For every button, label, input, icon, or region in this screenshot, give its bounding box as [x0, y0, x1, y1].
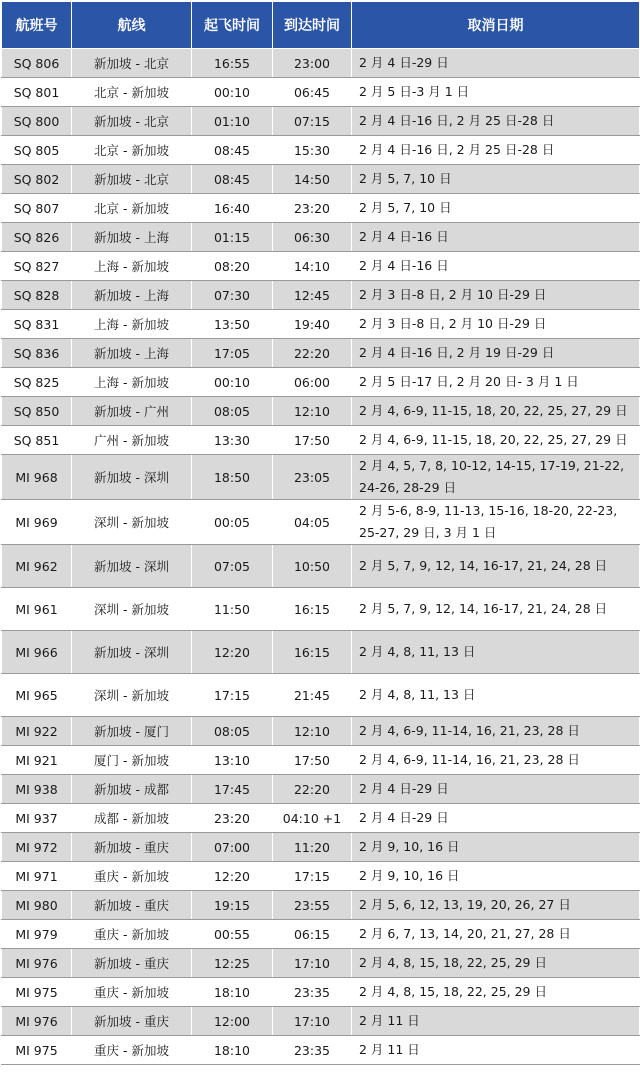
departure-time-cell: 17:05 — [192, 339, 273, 368]
route-cell: 重庆 - 新加坡 — [72, 978, 192, 1007]
flight-number-cell: SQ 851 — [2, 426, 72, 455]
flight-number-cell: SQ 806 — [2, 49, 72, 78]
route-cell: 重庆 - 新加坡 — [72, 920, 192, 949]
cancellation-dates-cell: 2 月 4 日-16 日 — [352, 252, 640, 281]
table-row — [2, 775, 640, 804]
cancellation-dates-cell: 2 月 4 日-16 日, 2 月 19 日-29 日 — [352, 339, 640, 368]
flight-number-cell: MI 975 — [2, 1036, 72, 1065]
route-cell: 厦门 - 新加坡 — [72, 746, 192, 775]
header-departure-time: 起飞时间 — [192, 2, 273, 49]
flight-number-cell: MI 976 — [2, 949, 72, 978]
arrival-time-cell: 23:55 — [273, 891, 352, 920]
arrival-time-cell: 17:10 — [273, 949, 352, 978]
flight-number-cell: MI 922 — [2, 717, 72, 746]
arrival-time-cell: 17:10 — [273, 1007, 352, 1036]
header-cancellation-dates: 取消日期 — [352, 2, 640, 49]
table-row — [2, 339, 640, 368]
arrival-time-cell: 12:10 — [273, 397, 352, 426]
cancellation-dates-cell: 2 月 9, 10, 16 日 — [352, 862, 640, 891]
cancellation-dates-cell: 2 月 4, 5, 7, 8, 10-12, 14-15, 17-19, 21-22, 24-26, 28-29 日 — [352, 455, 640, 500]
table-row — [2, 165, 640, 194]
arrival-time-cell: 17:15 — [273, 862, 352, 891]
table-row — [2, 500, 640, 545]
departure-time-cell: 08:20 — [192, 252, 273, 281]
arrival-time-cell: 23:20 — [273, 194, 352, 223]
route-cell: 新加坡 - 北京 — [72, 49, 192, 78]
cancellation-dates-cell: 2 月 9, 10, 16 日 — [352, 833, 640, 862]
table-row — [2, 368, 640, 397]
cancellation-dates-cell: 2 月 11 日 — [352, 1036, 640, 1065]
route-cell: 北京 - 新加坡 — [72, 136, 192, 165]
cancellation-dates-cell: 2 月 5 日-3 月 1 日 — [352, 78, 640, 107]
flight-number-cell: SQ 805 — [2, 136, 72, 165]
route-cell: 新加坡 - 厦门 — [72, 717, 192, 746]
table-row — [2, 1036, 640, 1065]
route-cell: 新加坡 - 上海 — [72, 339, 192, 368]
table-row — [2, 862, 640, 891]
arrival-time-cell: 21:45 — [273, 674, 352, 717]
flight-number-cell: SQ 825 — [2, 368, 72, 397]
departure-time-cell: 13:10 — [192, 746, 273, 775]
flight-number-cell: MI 921 — [2, 746, 72, 775]
flight-number-cell: SQ 800 — [2, 107, 72, 136]
departure-time-cell: 17:45 — [192, 775, 273, 804]
route-cell: 新加坡 - 上海 — [72, 281, 192, 310]
flight-number-cell: MI 937 — [2, 804, 72, 833]
arrival-time-cell: 14:50 — [273, 165, 352, 194]
departure-time-cell: 08:05 — [192, 717, 273, 746]
flight-number-cell: SQ 828 — [2, 281, 72, 310]
arrival-time-cell: 06:00 — [273, 368, 352, 397]
cancellation-dates-cell: 2 月 4 日-29 日 — [352, 775, 640, 804]
table-row — [2, 281, 640, 310]
cancellation-dates-cell: 2 月 4 日-29 日 — [352, 49, 640, 78]
route-cell: 广州 - 新加坡 — [72, 426, 192, 455]
arrival-time-cell: 12:45 — [273, 281, 352, 310]
arrival-time-cell: 19:40 — [273, 310, 352, 339]
header-row — [2, 2, 640, 49]
arrival-time-cell: 17:50 — [273, 746, 352, 775]
flight-number-cell: SQ 836 — [2, 339, 72, 368]
flight-number-cell: MI 965 — [2, 674, 72, 717]
departure-time-cell: 07:00 — [192, 833, 273, 862]
departure-time-cell: 11:50 — [192, 588, 273, 631]
cancellation-dates-cell: 2 月 4, 8, 15, 18, 22, 25, 29 日 — [352, 949, 640, 978]
flight-number-cell: SQ 831 — [2, 310, 72, 339]
cancellation-dates-cell: 2 月 3 日-8 日, 2 月 10 日-29 日 — [352, 310, 640, 339]
table-row — [2, 920, 640, 949]
table-row — [2, 1007, 640, 1036]
route-cell: 深圳 - 新加坡 — [72, 588, 192, 631]
departure-time-cell: 18:10 — [192, 978, 273, 1007]
flight-number-cell: SQ 850 — [2, 397, 72, 426]
cancellation-dates-cell: 2 月 11 日 — [352, 1007, 640, 1036]
flight-number-cell: MI 976 — [2, 1007, 72, 1036]
table-row — [2, 136, 640, 165]
table-row — [2, 107, 640, 136]
cancellation-dates-cell: 2 月 4 日-16 日 — [352, 223, 640, 252]
flight-number-cell: MI 972 — [2, 833, 72, 862]
arrival-time-cell: 11:20 — [273, 833, 352, 862]
departure-time-cell: 08:05 — [192, 397, 273, 426]
cancellation-dates-cell: 2 月 4, 8, 11, 13 日 — [352, 631, 640, 674]
cancellation-dates-cell: 2 月 6, 7, 13, 14, 20, 21, 27, 28 日 — [352, 920, 640, 949]
table-row — [2, 194, 640, 223]
table-row — [2, 545, 640, 588]
flight-number-cell: MI 968 — [2, 455, 72, 500]
departure-time-cell: 16:40 — [192, 194, 273, 223]
flight-number-cell: MI 938 — [2, 775, 72, 804]
cancellation-dates-cell: 2 月 4 日-16 日, 2 月 25 日-28 日 — [352, 107, 640, 136]
route-cell: 重庆 - 新加坡 — [72, 862, 192, 891]
table-row — [2, 78, 640, 107]
table-body — [2, 49, 640, 1065]
table-row — [2, 717, 640, 746]
table-row — [2, 746, 640, 775]
flight-number-cell: MI 966 — [2, 631, 72, 674]
route-cell: 北京 - 新加坡 — [72, 78, 192, 107]
route-cell: 新加坡 - 重庆 — [72, 949, 192, 978]
route-cell: 新加坡 - 重庆 — [72, 833, 192, 862]
arrival-time-cell: 06:30 — [273, 223, 352, 252]
route-cell: 新加坡 - 重庆 — [72, 891, 192, 920]
table-row — [2, 455, 640, 500]
cancellation-dates-cell: 2 月 5 日-17 日, 2 月 20 日- 3 月 1 日 — [352, 368, 640, 397]
departure-time-cell: 12:00 — [192, 1007, 273, 1036]
table-row — [2, 674, 640, 717]
arrival-time-cell: 23:00 — [273, 49, 352, 78]
departure-time-cell: 18:10 — [192, 1036, 273, 1065]
arrival-time-cell: 15:30 — [273, 136, 352, 165]
departure-time-cell: 13:50 — [192, 310, 273, 339]
departure-time-cell: 12:20 — [192, 862, 273, 891]
arrival-time-cell: 06:15 — [273, 920, 352, 949]
departure-time-cell: 19:15 — [192, 891, 273, 920]
route-cell: 上海 - 新加坡 — [72, 252, 192, 281]
cancellation-dates-cell: 2 月 4, 6-9, 11-14, 16, 21, 23, 28 日 — [352, 717, 640, 746]
departure-time-cell: 18:50 — [192, 455, 273, 500]
route-cell: 新加坡 - 重庆 — [72, 1007, 192, 1036]
route-cell: 重庆 - 新加坡 — [72, 1036, 192, 1065]
cancellation-dates-cell: 2 月 5, 7, 10 日 — [352, 194, 640, 223]
cancellation-dates-cell: 2 月 5-6, 8-9, 11-13, 15-16, 18-20, 22-23, 25-27, 29 日, 3 月 1 日 — [352, 500, 640, 545]
flight-number-cell: MI 969 — [2, 500, 72, 545]
route-cell: 深圳 - 新加坡 — [72, 674, 192, 717]
flight-number-cell: MI 975 — [2, 978, 72, 1007]
departure-time-cell: 07:30 — [192, 281, 273, 310]
route-cell: 上海 - 新加坡 — [72, 310, 192, 339]
arrival-time-cell: 22:20 — [273, 339, 352, 368]
table-row — [2, 397, 640, 426]
route-cell: 新加坡 - 上海 — [72, 223, 192, 252]
table-row — [2, 891, 640, 920]
cancellation-dates-cell: 2 月 5, 7, 9, 12, 14, 16-17, 21, 24, 28 日 — [352, 545, 640, 588]
table-row — [2, 833, 640, 862]
arrival-time-cell: 17:50 — [273, 426, 352, 455]
arrival-time-cell: 10:50 — [273, 545, 352, 588]
arrival-time-cell: 23:05 — [273, 455, 352, 500]
departure-time-cell: 23:20 — [192, 804, 273, 833]
arrival-time-cell: 22:20 — [273, 775, 352, 804]
route-cell: 新加坡 - 深圳 — [72, 631, 192, 674]
table-row — [2, 426, 640, 455]
cancellation-dates-cell: 2 月 3 日-8 日, 2 月 10 日-29 日 — [352, 281, 640, 310]
arrival-time-cell: 07:15 — [273, 107, 352, 136]
arrival-time-cell: 12:10 — [273, 717, 352, 746]
cancellation-dates-cell: 2 月 4 日-29 日 — [352, 804, 640, 833]
departure-time-cell: 17:15 — [192, 674, 273, 717]
route-cell: 新加坡 - 深圳 — [72, 545, 192, 588]
arrival-time-cell: 06:45 — [273, 78, 352, 107]
arrival-time-cell: 04:10 +1 — [273, 804, 352, 833]
departure-time-cell: 01:15 — [192, 223, 273, 252]
cancellation-dates-cell: 2 月 5, 7, 10 日 — [352, 165, 640, 194]
departure-time-cell: 12:25 — [192, 949, 273, 978]
table-row — [2, 252, 640, 281]
departure-time-cell: 08:45 — [192, 136, 273, 165]
route-cell: 新加坡 - 成都 — [72, 775, 192, 804]
flight-number-cell: MI 980 — [2, 891, 72, 920]
departure-time-cell: 16:55 — [192, 49, 273, 78]
flight-number-cell: SQ 802 — [2, 165, 72, 194]
flight-number-cell: SQ 826 — [2, 223, 72, 252]
flight-number-cell: MI 961 — [2, 588, 72, 631]
flight-number-cell: MI 979 — [2, 920, 72, 949]
cancellation-dates-cell: 2 月 4, 8, 15, 18, 22, 25, 29 日 — [352, 978, 640, 1007]
route-cell: 北京 - 新加坡 — [72, 194, 192, 223]
route-cell: 深圳 - 新加坡 — [72, 500, 192, 545]
departure-time-cell: 12:20 — [192, 631, 273, 674]
table-row — [2, 978, 640, 1007]
departure-time-cell: 00:10 — [192, 78, 273, 107]
table-row — [2, 588, 640, 631]
header-arrival-time: 到达时间 — [273, 2, 352, 49]
table-row — [2, 631, 640, 674]
flight-number-cell: MI 962 — [2, 545, 72, 588]
arrival-time-cell: 04:05 — [273, 500, 352, 545]
arrival-time-cell: 23:35 — [273, 978, 352, 1007]
departure-time-cell: 01:10 — [192, 107, 273, 136]
table-row — [2, 223, 640, 252]
route-cell: 新加坡 - 北京 — [72, 165, 192, 194]
cancellation-dates-cell: 2 月 4, 6-9, 11-15, 18, 20, 22, 25, 27, 29 日 — [352, 426, 640, 455]
header-route: 航线 — [72, 2, 192, 49]
header-flight-number: 航班号 — [2, 2, 72, 49]
route-cell: 成都 - 新加坡 — [72, 804, 192, 833]
departure-time-cell: 00:05 — [192, 500, 273, 545]
route-cell: 新加坡 - 北京 — [72, 107, 192, 136]
flight-number-cell: SQ 827 — [2, 252, 72, 281]
table-row — [2, 949, 640, 978]
departure-time-cell: 00:55 — [192, 920, 273, 949]
arrival-time-cell: 16:15 — [273, 588, 352, 631]
cancellation-dates-cell: 2 月 4 日-16 日, 2 月 25 日-28 日 — [352, 136, 640, 165]
cancellation-dates-cell: 2 月 5, 7, 9, 12, 14, 16-17, 21, 24, 28 日 — [352, 588, 640, 631]
flight-cancellation-table — [1, 1, 640, 1065]
arrival-time-cell: 23:35 — [273, 1036, 352, 1065]
table-row — [2, 310, 640, 339]
table-row — [2, 49, 640, 78]
departure-time-cell: 07:05 — [192, 545, 273, 588]
departure-time-cell: 13:30 — [192, 426, 273, 455]
route-cell: 上海 - 新加坡 — [72, 368, 192, 397]
flight-number-cell: SQ 801 — [2, 78, 72, 107]
cancellation-dates-cell: 2 月 4, 8, 11, 13 日 — [352, 674, 640, 717]
route-cell: 新加坡 - 深圳 — [72, 455, 192, 500]
flight-number-cell: SQ 807 — [2, 194, 72, 223]
table-row — [2, 804, 640, 833]
arrival-time-cell: 14:10 — [273, 252, 352, 281]
cancellation-dates-cell: 2 月 5, 6, 12, 13, 19, 20, 26, 27 日 — [352, 891, 640, 920]
cancellation-dates-cell: 2 月 4, 6-9, 11-15, 18, 20, 22, 25, 27, 29 日 — [352, 397, 640, 426]
departure-time-cell: 00:10 — [192, 368, 273, 397]
arrival-time-cell: 16:15 — [273, 631, 352, 674]
departure-time-cell: 08:45 — [192, 165, 273, 194]
route-cell: 新加坡 - 广州 — [72, 397, 192, 426]
cancellation-dates-cell: 2 月 4, 6-9, 11-14, 16, 21, 23, 28 日 — [352, 746, 640, 775]
flight-number-cell: MI 971 — [2, 862, 72, 891]
